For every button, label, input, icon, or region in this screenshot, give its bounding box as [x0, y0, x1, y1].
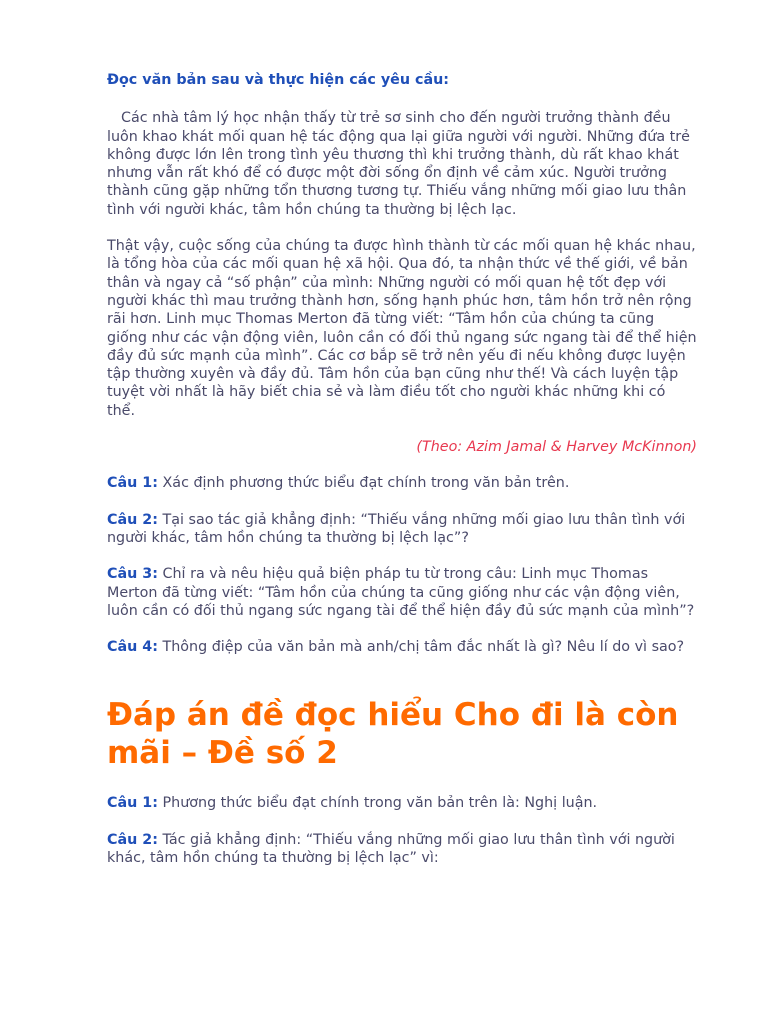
answer-1-text: Phương thức biểu đạt chính trong văn bản trên là: Nghị luận. [157, 795, 598, 812]
question-2-text: Tại sao tác giả khẳng định: “Thiếu vắng những mối giao lưu thân tình với người khác, tâm hồn chúng ta thường bị lệch lạc”? [107, 511, 686, 546]
passage-paragraph-1: Các nhà tâm lý học nhận thấy từ trẻ sơ sinh cho đến người trưởng thành đều luôn khao khát mối quan hệ tác động qua lại giữa người với người. Những đứa trẻ không được lớn lên trong tình yêu thương thì khi trưởng thành, dù rất khao khát nhưng vẫn rất khó để có được một đời sống ổn định về cảm xúc. Người trưởng thành cũng gặp những tổn thương tương tự. Thiếu vắng những mối giao lưu thân tình với người khác, tâm hồn chúng ta thường bị lệch lạc. [107, 110, 690, 218]
question-4 [107, 638, 697, 656]
document-page [107, 71, 697, 885]
question-1-text: Xác định phương thức biểu đạt chính trong văn bản trên. [157, 475, 570, 492]
reading-instruction: Đọc văn bản sau và thực hiện các yêu cầu: [107, 72, 450, 88]
question-4-label: Câu 4: [107, 639, 158, 656]
answer-2 [107, 831, 697, 868]
answer-section-title: Đáp án đề đọc hiểu Cho đi là còn mãi – Đề số 2 [107, 697, 679, 772]
answer-2-text: Tác giả khẳng định: “Thiếu vắng những mối giao lưu thân tình với người khác, tâm hồn chúng ta thường bị lệch lạc” vì: [107, 831, 675, 867]
question-2-label: Câu 2: [107, 511, 158, 528]
answer-2-label: Câu 2: [107, 831, 158, 848]
answer-1 [107, 794, 697, 812]
question-1-label: Câu 1: [107, 475, 158, 492]
question-4-text: Thông điệp của văn bản mà anh/chị tâm đắc nhất là gì? Nêu lí do vì sao? [157, 639, 685, 656]
question-1 [107, 474, 697, 492]
passage-paragraph-2: Thật vậy, cuộc sống của chúng ta được hình thành từ các mối quan hệ khác nhau, là tổng hòa của các mối quan hệ xã hội. Qua đó, ta nhận thức về thế giới, về bản thân và ngay cả “số phận” của mình: Những người có mối quan hệ tốt đẹp với người khác thì mau trưởng thành hơn, sống hạnh phúc hơn, tâm hồn trở nên rộng rãi hơn. Linh mục Thomas Merton đã từng viết: “Tâm hồn của chúng ta cũng giống như các vận động viên, luôn cần có đối thủ ngang sức ngang tài để thể hiện đầy đủ sức mạnh của mình”. Các cơ bắp sẽ trở nên yếu đi nếu không được luyện tập thường xuyên và đầy đủ. Tâm hồn của bạn cũng như thế! Và cách luyện tập tuyệt vời nhất là hãy biết chia sẻ và làm điều tốt cho người khác những khi có thể. [107, 238, 697, 419]
answer-1-label: Câu 1: [107, 795, 158, 812]
question-3-label: Câu 3: [107, 566, 158, 583]
question-3 [107, 565, 697, 620]
question-3-text: Chỉ ra và nêu hiệu quả biện pháp tu từ trong câu: Linh mục Thomas Merton đã từng viết: “Tâm hồn của chúng ta cũng giống như các vận động viên, luôn cần có đối thủ ngang sức ngang tài để thể hiện đầy đủ sức mạnh của mình”? [107, 566, 695, 619]
question-2 [107, 511, 697, 548]
passage-source: (Theo: Azim Jamal & Harvey McKinnon) [416, 439, 697, 456]
